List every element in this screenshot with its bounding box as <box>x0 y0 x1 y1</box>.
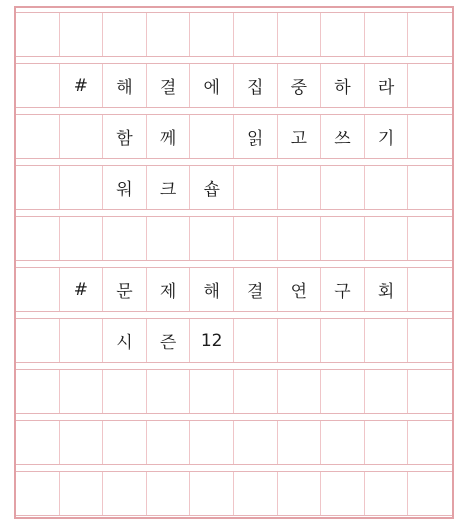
grid-row <box>16 12 452 57</box>
grid-cell <box>103 420 147 465</box>
grid-cell <box>365 12 409 57</box>
grid-cell <box>103 471 147 516</box>
grid-cell <box>234 420 278 465</box>
grid-cell: 읽 <box>234 114 278 159</box>
grid-cell: 문 <box>103 267 147 312</box>
grid-cell <box>103 12 147 57</box>
grid-cell <box>147 369 191 414</box>
grid-cell <box>16 216 60 261</box>
grid-cell <box>60 420 104 465</box>
grid-cell <box>60 165 104 210</box>
grid-cell <box>321 318 365 363</box>
row-top-line <box>16 420 452 421</box>
grid-row <box>16 63 452 108</box>
grid-cell <box>60 114 104 159</box>
manuscript-paper <box>14 6 454 519</box>
grid-row <box>16 165 452 210</box>
grid-cell <box>365 216 409 261</box>
grid-cell <box>16 318 60 363</box>
grid-cell: 회 <box>365 267 409 312</box>
grid-cell <box>16 12 60 57</box>
row-top-line <box>16 216 452 217</box>
grid-cell <box>278 165 322 210</box>
grid-cell: 기 <box>365 114 409 159</box>
grid-cell <box>365 165 409 210</box>
grid-cell <box>408 165 452 210</box>
grid-cell <box>190 471 234 516</box>
grid-cell <box>408 114 452 159</box>
grid-row <box>16 369 452 414</box>
row-bottom-line <box>16 209 452 210</box>
grid-cell: 워 <box>103 165 147 210</box>
grid-cell: 에 <box>190 63 234 108</box>
grid-cell <box>16 165 60 210</box>
grid-cell <box>16 471 60 516</box>
grid-cell: 결 <box>147 63 191 108</box>
grid-cell <box>321 420 365 465</box>
grid-cell: 제 <box>147 267 191 312</box>
grid-cell <box>60 318 104 363</box>
grid-cell <box>16 114 60 159</box>
grid-cell <box>190 114 234 159</box>
grid-cell <box>408 216 452 261</box>
grid-cell <box>103 369 147 414</box>
grid-cell <box>60 216 104 261</box>
grid-cell <box>365 318 409 363</box>
grid-cell <box>234 216 278 261</box>
grid-cell <box>278 216 322 261</box>
grid-cell <box>147 12 191 57</box>
grid-cell: # <box>60 63 104 108</box>
grid-cell <box>234 471 278 516</box>
grid-cell: 결 <box>234 267 278 312</box>
grid-cell: 함 <box>103 114 147 159</box>
grid-row <box>16 114 452 159</box>
row-top-line <box>16 165 452 166</box>
grid-row <box>16 318 452 363</box>
row-bottom-line <box>16 56 452 57</box>
grid-cell <box>147 471 191 516</box>
grid-row <box>16 420 452 465</box>
grid-cell <box>278 369 322 414</box>
grid-cell <box>365 369 409 414</box>
row-top-line <box>16 318 452 319</box>
grid-cell <box>321 12 365 57</box>
grid-cell: 연 <box>278 267 322 312</box>
grid-cell <box>408 63 452 108</box>
grid-cell <box>16 369 60 414</box>
grid-cell <box>321 471 365 516</box>
grid-cell <box>408 267 452 312</box>
grid-cell <box>60 369 104 414</box>
grid-cell <box>365 471 409 516</box>
grid-cell: 크 <box>147 165 191 210</box>
grid-cell: 숍 <box>190 165 234 210</box>
row-bottom-line <box>16 107 452 108</box>
grid-cell <box>408 369 452 414</box>
grid-cell: 중 <box>278 63 322 108</box>
grid-cell <box>103 216 147 261</box>
row-top-line <box>16 12 452 13</box>
row-bottom-line <box>16 311 452 312</box>
grid-cell: 쓰 <box>321 114 365 159</box>
grid-cell: 즌 <box>147 318 191 363</box>
grid-cell <box>234 369 278 414</box>
grid-cell <box>147 420 191 465</box>
grid-cell: # <box>60 267 104 312</box>
grid-cell <box>321 165 365 210</box>
grid-cell <box>190 12 234 57</box>
row-bottom-line <box>16 464 452 465</box>
grid-cell <box>365 420 409 465</box>
grid-row <box>16 216 452 261</box>
grid-cell <box>321 369 365 414</box>
row-bottom-line <box>16 362 452 363</box>
grid-cell <box>190 369 234 414</box>
grid-cell <box>190 420 234 465</box>
grid-cell: 집 <box>234 63 278 108</box>
grid-cell <box>408 420 452 465</box>
row-bottom-line <box>16 158 452 159</box>
grid-cell: 12 <box>190 318 234 363</box>
grid-cell: 구 <box>321 267 365 312</box>
grid-cell <box>278 318 322 363</box>
row-top-line <box>16 267 452 268</box>
grid-cell <box>16 63 60 108</box>
row-bottom-line <box>16 260 452 261</box>
row-bottom-line <box>16 413 452 414</box>
grid-cell <box>16 420 60 465</box>
row-bottom-line <box>16 515 452 516</box>
grid-cell: 고 <box>278 114 322 159</box>
grid-cell: 해 <box>190 267 234 312</box>
grid-cell <box>278 12 322 57</box>
grid-cell: 라 <box>365 63 409 108</box>
row-top-line <box>16 369 452 370</box>
grid-cell <box>147 216 191 261</box>
grid-cell <box>321 216 365 261</box>
grid-row <box>16 471 452 516</box>
row-top-line <box>16 114 452 115</box>
grid-cell <box>408 471 452 516</box>
grid-cell <box>190 216 234 261</box>
row-top-line <box>16 471 452 472</box>
grid-cell: 시 <box>103 318 147 363</box>
grid-cell <box>60 471 104 516</box>
grid-cell <box>278 471 322 516</box>
grid-cell: 께 <box>147 114 191 159</box>
grid-cell <box>16 267 60 312</box>
grid-cell <box>408 318 452 363</box>
grid-cell <box>278 420 322 465</box>
grid-cell <box>408 12 452 57</box>
grid-cell: 하 <box>321 63 365 108</box>
row-top-line <box>16 63 452 64</box>
grid-row <box>16 267 452 312</box>
grid-cell <box>234 318 278 363</box>
grid-cell <box>60 12 104 57</box>
grid-cell: 해 <box>103 63 147 108</box>
grid-cell <box>234 12 278 57</box>
grid-cell <box>234 165 278 210</box>
